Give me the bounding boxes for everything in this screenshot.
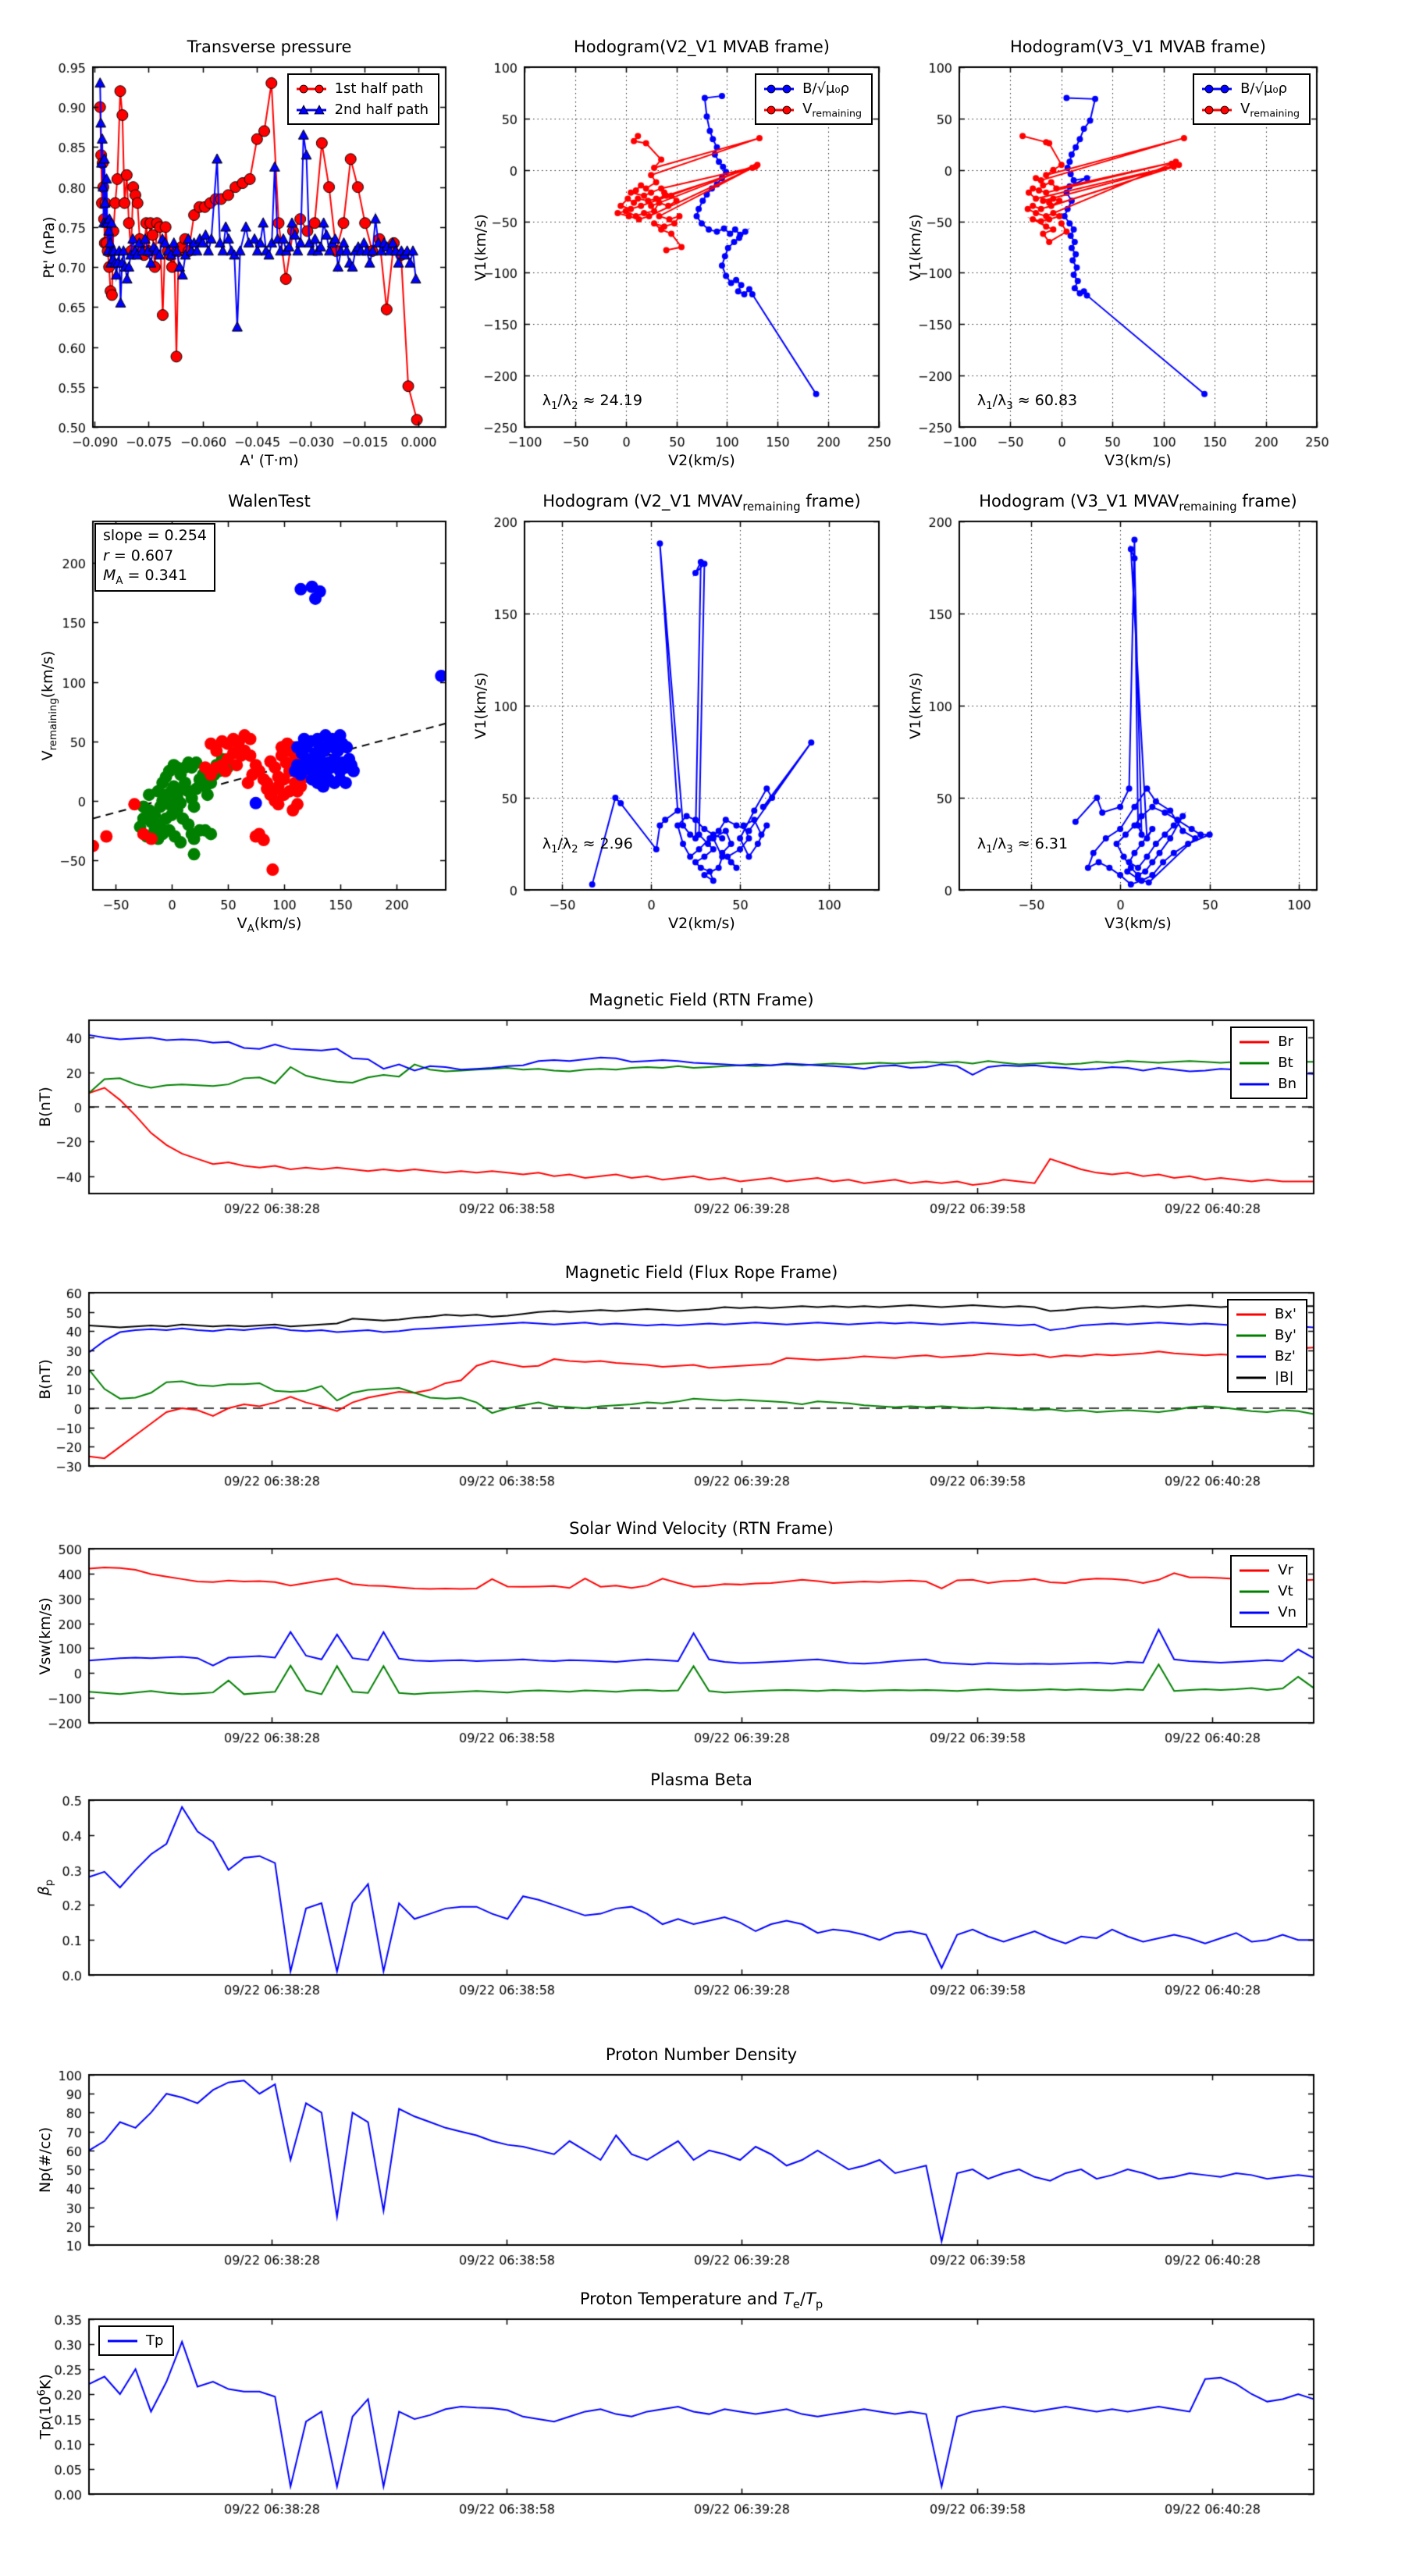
legend-vsw (1230, 1555, 1307, 1628)
plot-title: Transverse pressure (187, 37, 352, 56)
legend-hodogram-v3v1 (1193, 73, 1311, 125)
legend-label: Bz' (1275, 1348, 1296, 1364)
plot-title: Hodogram (V3_V1 $MVAV_{remaining}$ frame) (979, 492, 1297, 514)
plot-title: Proton Temperature and $T_e/T_p$ (579, 2290, 823, 2312)
y-axis-label: $\beta_p$ (35, 1879, 55, 1896)
stats-line: slope = 0.254 (103, 527, 207, 544)
legend-label: 2nd half path (334, 101, 429, 118)
y-axis-label: $V_{remaining}(km/s)$ (39, 650, 59, 761)
legend-swatch-icon (1238, 1078, 1271, 1091)
legend-swatch-icon (1235, 1329, 1268, 1342)
legend-item (1235, 1304, 1297, 1325)
stats-line: $M_A = 0.341$ (103, 567, 187, 588)
legend-item (763, 78, 862, 99)
legend-item (1235, 1346, 1297, 1367)
plot-walen-test (39, 492, 446, 935)
legend-swatch-icon (763, 104, 795, 116)
proton-number-density-chart (34, 2065, 1329, 2276)
walen-stats-box (94, 523, 215, 592)
legend-swatch-icon (1238, 1057, 1271, 1069)
stats-line: r = 0.607 (103, 546, 174, 564)
legend-swatch-icon (1235, 1350, 1268, 1363)
legend-swatch-icon (1200, 83, 1233, 95)
legend-label: Bx' (1275, 1306, 1297, 1322)
legend-swatch-icon (763, 83, 795, 95)
lambda-ratio-annotation: $\lambda_1/\lambda_3 \approx 6.31$ (976, 835, 1069, 856)
lambda-ratio-annotation: $\lambda_1/\lambda_2 \approx 2.96$ (542, 835, 633, 856)
legend-item (1200, 78, 1300, 99)
y-axis-label: V1(km/s) (472, 213, 489, 281)
legend-item (763, 99, 862, 120)
y-axis-label: V1(km/s) (907, 213, 924, 281)
plot-title: WalenTest (228, 492, 311, 511)
y-axis-label: B(nT) (37, 1087, 54, 1127)
legend-swatch-icon (1238, 1564, 1271, 1577)
legend-item (1238, 1602, 1297, 1623)
y-axis-label: B(nT) (37, 1359, 54, 1400)
plot-hodogram-v2v1-mvab (472, 37, 879, 469)
legend-swatch-icon (1238, 1036, 1271, 1048)
y-axis-label: Pt' (nPa) (41, 215, 58, 279)
magnetic-field-rtn-chart (34, 1011, 1329, 1225)
legend-label: Tp (146, 2332, 164, 2349)
legend-transverse-pressure (287, 73, 439, 125)
proton-temperature-chart (34, 2310, 1329, 2525)
y-axis-label: $Tp(10^6K)$ (36, 2374, 55, 2439)
legend-label: B/√μ₀ρ (802, 80, 850, 97)
plot-proton-temperature (36, 2290, 1314, 2494)
legend-swatch-icon (1235, 1308, 1268, 1321)
legend-label: Vn (1278, 1604, 1297, 1621)
legend-label: Vr (1278, 1562, 1293, 1578)
legend-b-rtn (1230, 1026, 1307, 1099)
x-axis-label: V2(km/s) (668, 915, 735, 932)
magnetic-field-flux-rope-chart (34, 1283, 1329, 1497)
legend-label: By' (1275, 1327, 1297, 1343)
plot-proton-number-density (37, 2045, 1314, 2245)
plot-solar-wind-velocity (37, 1519, 1314, 1723)
lambda-ratio-annotation: $\lambda_1/\lambda_3 \approx 60.83$ (976, 391, 1078, 412)
legend-item (1235, 1325, 1297, 1346)
lambda-ratio-annotation: $\lambda_1/\lambda_2 \approx 24.19$ (542, 391, 642, 412)
hodogram-v2v1-mvav-chart (470, 512, 895, 921)
legend-label: Bt (1278, 1055, 1293, 1071)
solar-wind-velocity-chart (34, 1539, 1329, 1754)
legend-item (1235, 1367, 1297, 1388)
x-axis-label: V2(km/s) (668, 452, 735, 469)
plot-title: Proton Number Density (605, 2045, 798, 2064)
legend-swatch-icon (295, 104, 328, 116)
legend-label: |B| (1275, 1369, 1294, 1386)
legend-item (106, 2330, 163, 2351)
y-axis-label: V1(km/s) (472, 672, 489, 739)
plot-magnetic-field-flux-rope (37, 1263, 1314, 1466)
legend-label: 1st half path (334, 80, 424, 97)
y-axis-label: V1(km/s) (907, 672, 924, 739)
legend-swatch-icon (1238, 1606, 1271, 1619)
legend-swatch-icon (1238, 1585, 1271, 1598)
plot-title: Solar Wind Velocity (RTN Frame) (569, 1519, 834, 1538)
legend-label: B/√μ₀ρ (1240, 80, 1288, 97)
legend-item (1238, 1031, 1297, 1052)
x-axis-label: $V_A(km/s)$ (237, 915, 302, 935)
plot-title: Hodogram (V2_V1 $MVAV_{remaining}$ frame) (542, 492, 861, 514)
plot-title: Hodogram(V2_V1 MVAB frame) (574, 37, 830, 56)
legend-label: $V_{remaining}$ (802, 100, 862, 119)
plot-hodogram-v2v1-mvav (472, 492, 879, 932)
x-axis-label: V3(km/s) (1104, 915, 1172, 932)
legend-hodogram-v2v1 (755, 73, 873, 125)
plasma-beta-chart (34, 1791, 1329, 2006)
legend-swatch-icon (295, 83, 328, 95)
legend-item (1238, 1581, 1297, 1602)
legend-item (295, 99, 429, 120)
plot-magnetic-field-rtn (37, 991, 1314, 1194)
plot-transverse-pressure (41, 37, 446, 469)
y-axis-label: Np(#/cc) (37, 2126, 54, 2194)
plot-hodogram-v3v1-mvav (907, 492, 1317, 932)
legend-item (1238, 1073, 1297, 1094)
plot-plasma-beta (35, 1770, 1314, 1975)
legend-item (1238, 1560, 1297, 1581)
y-axis-label: Vsw(km/s) (37, 1596, 54, 1675)
legend-label: $V_{remaining}$ (1240, 100, 1300, 119)
legend-item (1200, 99, 1300, 120)
plot-title: Magnetic Field (RTN Frame) (589, 991, 814, 1009)
plot-hodogram-v3v1-mvab (907, 37, 1317, 469)
legend-label: Bn (1278, 1076, 1297, 1092)
x-axis-label: A' (T·m) (240, 452, 299, 469)
legend-swatch-icon (1235, 1372, 1268, 1384)
legend-swatch-icon (106, 2335, 139, 2347)
plot-title: Hodogram(V3_V1 MVAB frame) (1010, 37, 1266, 56)
plot-title: Plasma Beta (650, 1770, 752, 1789)
x-axis-label: V3(km/s) (1104, 452, 1172, 469)
plot-title: Magnetic Field (Flux Rope Frame) (564, 1263, 838, 1282)
hodogram-v3v1-mvav-chart (905, 512, 1332, 921)
legend-tp (98, 2325, 174, 2356)
legend-swatch-icon (1200, 104, 1233, 116)
legend-item (1238, 1052, 1297, 1073)
legend-label: Br (1278, 1034, 1293, 1050)
legend-item (295, 78, 429, 99)
legend-b-flux-rope (1227, 1299, 1307, 1393)
legend-label: Vt (1278, 1583, 1293, 1599)
